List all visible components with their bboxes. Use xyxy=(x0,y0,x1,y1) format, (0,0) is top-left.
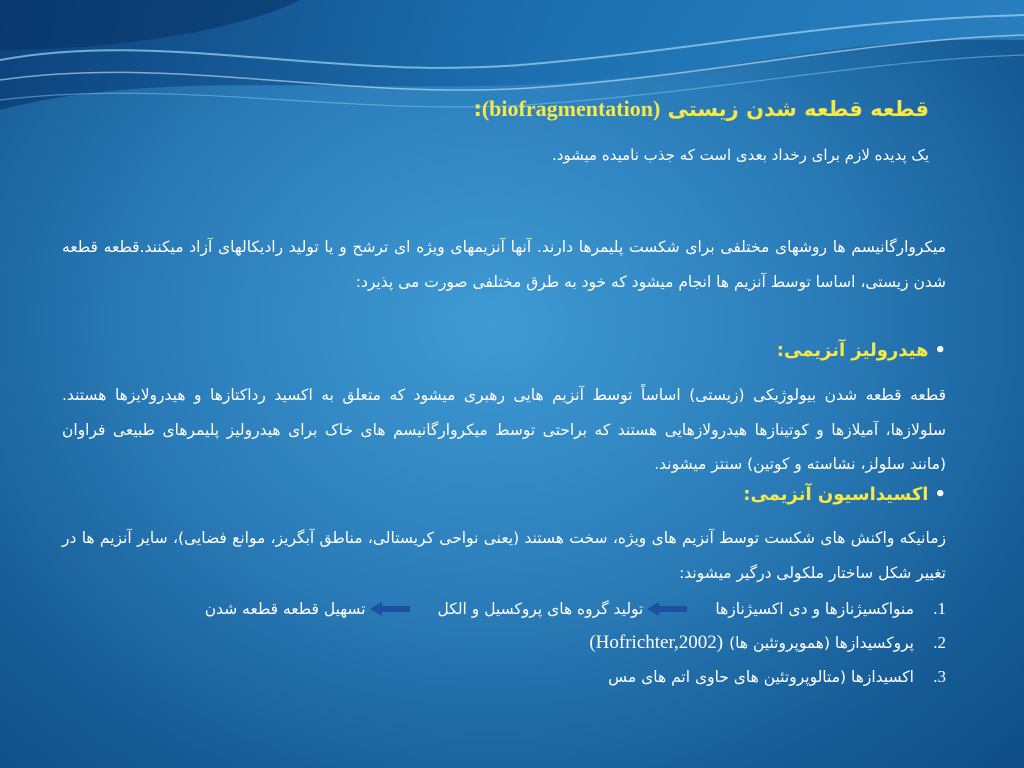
left-arrow-icon xyxy=(647,602,687,616)
section-heading-label: اکسیداسیون آنزیمی: xyxy=(743,484,929,505)
bullet-icon: • xyxy=(934,340,946,361)
title-english: (biofragmentation) xyxy=(481,96,661,121)
bullet-icon: • xyxy=(934,484,946,505)
list-item xyxy=(589,627,946,659)
section-heading-oxidation xyxy=(743,484,946,505)
intro-paragraph: میکروارگانیسم ها روشهای مختلفی برای شکست پلیمرها دارند. آنها آنزیمهای ویژه ای ترشح و یا تولید رادیکالهای آزاد میکنند.قطعه قطعه شدن زیستی، اساسا توسط آنزیم ها انجام میشود که خود به طرق مختلفی صورت می پذیرد: xyxy=(62,238,946,291)
list-text: پروکسیدازها (هموپروتئین ها) xyxy=(729,634,914,652)
title-persian: قطعه قطعه شدن زیستی xyxy=(667,97,929,121)
list-text: منواکسیژنازها و دی اکسیژنازها xyxy=(715,600,914,618)
list-item xyxy=(205,593,946,625)
list-text: تولید گروه های پروکسیل و الکل xyxy=(437,600,644,618)
section-heading-hydrolysis xyxy=(777,340,946,361)
slide-subtitle: یک پدیده لازم برای رخداد بعدی است که جذب نامیده میشود. xyxy=(551,146,929,164)
list-item xyxy=(608,661,946,693)
section-heading-label: هیدرولیز آنزیمی: xyxy=(776,340,929,361)
list-number: 1. xyxy=(933,599,946,618)
slide-title xyxy=(229,96,929,122)
list-text: تسهیل قطعه قطعه شدن xyxy=(204,600,366,618)
title-colon: : xyxy=(473,97,482,121)
list-number: 3. xyxy=(933,667,946,686)
left-arrow-icon xyxy=(370,602,410,616)
list-text: اکسیدازها (متالوپروتئین های حاوی اتم های مس xyxy=(608,668,914,686)
citation: (Hofrichter,2002) xyxy=(589,632,724,653)
oxidation-paragraph: زمانیکه واکنش های شکست توسط آنزیم های ویژه، سخت هستند (یعنی نواحی کریستالی، مناطق آبگریز، موانع فضایی)، سایر آنزیم ها در تغییر شکل ساختار ملکولی درگیر میشوند: xyxy=(62,529,946,582)
hydrolysis-paragraph: قطعه قطعه شدن بیولوژیکی (زیستی) اساساً توسط آنزیم هایی رهبری میشود که متعلق به اکسید رداکتازها و هیدرولایزها هستند. سلولازها، آمیلازها و کوتینازها هیدرولازهایی هستند که براحتی توسط میکروارگانیسم های خاک برای هیدرولیز پلیمرهای طبیعی فراوان (مانند سلولز، نشاسته و کوتین) سنتز میشوند. xyxy=(62,386,946,473)
list-number: 2. xyxy=(933,633,946,652)
